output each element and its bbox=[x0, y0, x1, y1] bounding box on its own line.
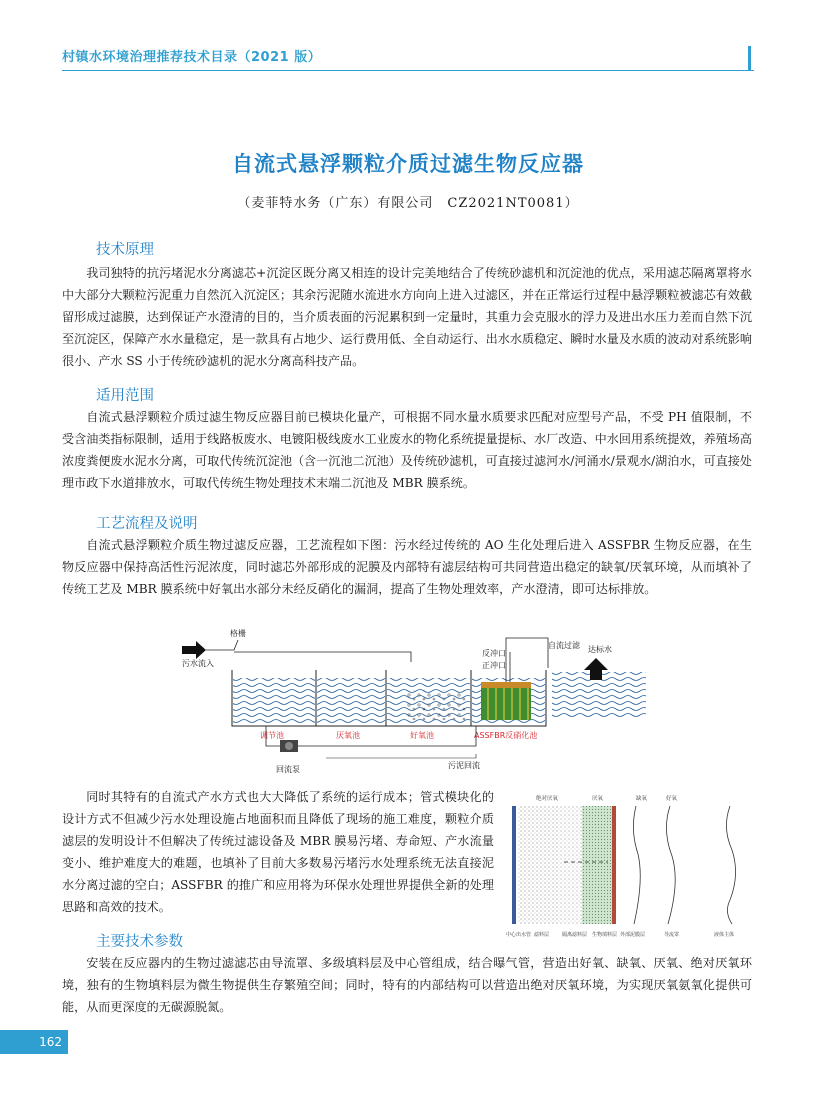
sludge-return-label: 污泥回流 bbox=[448, 761, 480, 770]
layer-bottom-label-6: 导流罩 bbox=[664, 932, 680, 938]
document-title: 自流式悬浮颗粒介质过滤生物反应器 bbox=[232, 151, 584, 176]
discharge-label: 达标水 bbox=[588, 645, 612, 654]
layer-bottom-label-1: 中心出水管 bbox=[506, 932, 532, 938]
section-heading-parameters: 主要技术参数 bbox=[96, 934, 183, 950]
section-text-scope: 自流式悬浮颗粒介质过滤生物反应器目前已模块化量产，可根据不同水量水质要求匹配对应型号产品，不受 PH 值限制，不受含油类指标限制，适用于线路板废水、电镀阳极线废水工业废水的物化系统提量提标、水厂改造、中水回用系统提效，养殖场高浓度粪便废水泥水分离，可取代传统沉淀池（含一沉池二沉池）及传统砂滤机，可直接过滤河水/河涌水/景观水/湖泊水，可直接处理市政下水道排放水，可取代传统生物处理技术末端二沉池及 MBR 膜系统。 bbox=[62, 410, 752, 490]
tank-label-regulation: 调节池 bbox=[260, 731, 284, 740]
running-header: 村镇水环境治理推荐技术目录（2021 版） bbox=[62, 50, 322, 65]
layer-top-label-4: 好氧 bbox=[666, 796, 678, 802]
layer-bottom-label-7: 液体主体 bbox=[714, 932, 735, 938]
layer-bottom-label-5: 外部泥膜层 bbox=[620, 932, 646, 938]
section-text-principle: 我司独特的抗污堵泥水分离滤芯+沉淀区既分离又相连的设计完美地结合了传统砂滤机和沉淀池的优点，采用滤芯隔离罩将水中大部分大颗粒污泥重力自然沉入沉淀区；其余污泥随水流进水方向向上进入过滤区，并在正常运行过程中悬浮颗粒被滤芯有效截留形成过滤膜，达到保证产水澄清的目的，当介质表面的污泥累积到一定量时，其重力会克服水的浮力及进出水压力差而自然下沉至沉淀区，保障产水水量稳定，是一款具有占地少、运行费用低、全自动运行、出水水质稳定、瞬时水量及水质的波动对系统影响很小、产水 SS 小于传统砂滤机的泥水分离高科技产品。 bbox=[62, 266, 752, 368]
page-number: 162 bbox=[0, 1030, 68, 1054]
tank-label-anaerobic: 厌氧池 bbox=[336, 731, 360, 740]
forward-label: 正冲口 bbox=[482, 661, 506, 670]
section-text-parameters: 安装在反应器内的生物过滤滤芯由导流罩、多级填料层及中心管组成，结合曝气管，营造出好氧、缺氧、厌氧、绝对厌氧环境，独有的生物填料层为微生物提供生存繁殖空间；同时，特有的内部结构可以营造出绝对厌氧环境，为实现厌氧氨氧化提供可能，从而更深度的无碳源脱氮。 bbox=[62, 956, 752, 1014]
layer-bottom-label-4: 生物填料层 bbox=[592, 932, 618, 938]
pump-label: 回流泵 bbox=[276, 765, 300, 774]
section-heading-process: 工艺流程及说明 bbox=[96, 516, 198, 532]
header-tick bbox=[748, 46, 751, 70]
layer-bottom-label-3: 隔离滤料层 bbox=[562, 932, 588, 938]
header-rule bbox=[62, 70, 754, 71]
section-heading-scope: 适用范围 bbox=[96, 388, 154, 404]
inlet-label: 污水流入 bbox=[182, 659, 214, 668]
backwash-label: 反冲口 bbox=[482, 649, 506, 658]
section-text-process-continued: 同时其特有的自流式产水方式也大大降低了系统的运行成本；管式模块化的设计方式不但减少污水处理设施占地面积而且降低了现场的施工难度，颗粒介质滤层的发明设计不但解决了传统过滤设备及 MBR 膜易污堵、寿命短、产水流量变小、维护难度大的难题，也填补了目前大多数易污堵污水处理系统无法直接泥水分离过滤的空白；ASSFBR 的推广和应用将为环保水处理世界提供全新的处理思路和高效的技术。 bbox=[62, 790, 494, 914]
inlet-arrow-icon bbox=[182, 641, 206, 659]
grille-label: 格栅 bbox=[230, 629, 246, 638]
tank-label-aerobic: 好氧池 bbox=[410, 731, 434, 740]
layer-bottom-label-2: 滤料层 bbox=[534, 932, 550, 938]
section-heading-principle: 技术原理 bbox=[96, 242, 154, 258]
tank-label-assfbr: ASSFBR反硝化池 bbox=[474, 731, 538, 740]
filter-layer-diagram bbox=[504, 790, 756, 940]
layer-top-label-2: 厌氧 bbox=[592, 796, 604, 802]
layer-top-label-3: 缺氧 bbox=[636, 796, 648, 802]
document-subtitle: （麦菲特水务（广东）有限公司 CZ2021NT0081） bbox=[237, 196, 579, 211]
self-flow-label: 自流过滤 bbox=[548, 641, 580, 650]
layer-top-label-1: 绝对厌氧 bbox=[536, 796, 559, 802]
filter-modules bbox=[481, 682, 531, 720]
section-text-process: 自流式悬浮颗粒介质生物过滤反应器，工艺流程如下图：污水经过传统的 AO 生化处理后进入 ASSFBR 生物反应器，在生物反应器中保持高活性污泥浓度，同时滤芯外部形成的泥膜及内部特有滤层结构可共同营造出稳定的缺氧/厌氧环境，从而填补了传统工艺及 MBR 膜系统中好氧出水部分未经反硝化的漏洞，提高了生物处理效率，产水澄清，即可达标排放。 bbox=[62, 538, 752, 596]
process-flow-diagram bbox=[176, 622, 646, 777]
